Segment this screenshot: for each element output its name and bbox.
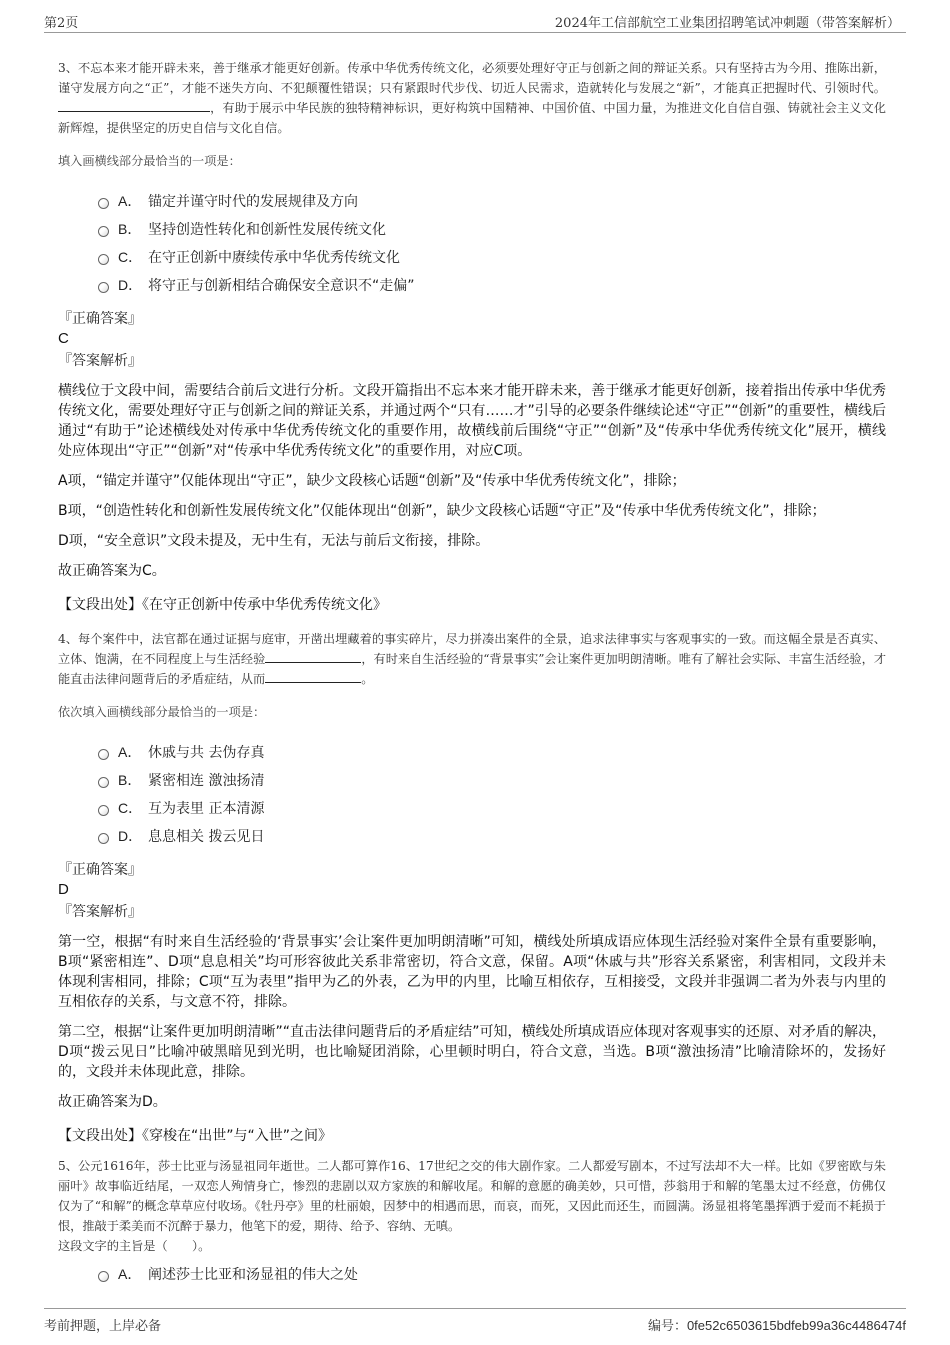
option-d[interactable]: D． 将守正与创新相结合确保安全意识不“走偏” bbox=[98, 271, 886, 299]
page-footer bbox=[44, 1308, 906, 1334]
option-c[interactable]: C． 在守正创新中赓续传承中华优秀传统文化 bbox=[98, 243, 886, 271]
option-a[interactable]: A． 锚定并谨守时代的发展规律及方向 bbox=[98, 187, 886, 215]
page-header bbox=[44, 10, 906, 33]
analysis-paragraph: 横线位于文段中间，需要结合前后文进行分析。文段开篇指出不忘本来才能开辟未来，善于继承才能更好创新，接着指出传承中华优秀传统文化，需要处理好守正与创新之间的辩证关系，并通过两个“只有……才”引导的必要条件继续论述“守正”“创新”的重要性，横线后通过“有助于”论述横线处对传承中华优秀传统文化的重要作用，故横线前后围绕“守正”“创新”及“传承中华优秀传统文化”展开，横线处应体现出“守正”“创新”对“传承中华优秀传统文化”的重要作用，对应C项。 bbox=[58, 383, 886, 459]
radio-icon[interactable] bbox=[98, 749, 109, 760]
analysis-label: 『答案解析』 bbox=[58, 904, 142, 920]
question-5-text: 5、公元1616年，莎士比亚与汤显祖同年逝世。二人都可算作16、17世纪之交的伟大剧作家。二人都爱写剧本，不过写法却不大一样。比如《罗密欧与朱丽叶》故事临近结尾，一双恋人殉情身亡，惨烈的悲剧以双方家族的和解收尾。和解的意愿的确美妙，只可惜，莎翁用于和解的笔墨太过不经意，仿佛仅仅为了“和解”的概念草草应付收场。《牡丹亭》里的杜丽娘，因梦中的相遇而思，而哀，而死，又因此而还生，而圆满。汤显祖将笔墨挥洒于爱而不耗损于恨，推敲于柔美而不沉醉于暴力，他笔下的爱，期待、给予、容纳、无嗔。 bbox=[58, 1159, 886, 1233]
option-c[interactable]: C． 互为表里 正本清源 bbox=[98, 794, 886, 822]
analysis-conclusion: 故正确答案为C。 bbox=[58, 563, 166, 579]
radio-icon[interactable] bbox=[98, 282, 109, 293]
question-5 bbox=[58, 1156, 886, 1288]
fill-blank bbox=[58, 98, 210, 112]
option-b[interactable]: B． 坚持创造性转化和创新性发展传统文化 bbox=[98, 215, 886, 243]
radio-icon[interactable] bbox=[98, 226, 109, 237]
answer-label: 『正确答案』 bbox=[58, 311, 142, 327]
question-4-prompt: 依次填入画横线部分最恰当的一项是： bbox=[58, 705, 266, 719]
question-3-text: 3、不忘本来才能开辟未来，善于继承才能更好创新。传承中华优秀传统文化，必须要处理好守正与创新之间的辩证关系。只有坚持古为今用、推陈出新，谨守发展方向之“正”，才能不迷失方向、不犯颠覆性错误；只有紧跟时代步伐、切近人民需求，造就转化与发展之“新”，才能真正把握时代、引领时代。，有助于展示中华民族的独特精神标识，更好构筑中国精神、中国价值、中国力量，为推进文化自信自强、铸就社会主义文化新辉煌，提供坚定的历史自信与文化自信。 bbox=[58, 61, 886, 135]
question-4 bbox=[58, 629, 886, 1146]
radio-icon[interactable] bbox=[98, 254, 109, 265]
document-code: 编号：0fe52c6503615bdfeb99a36c4486474f bbox=[647, 1318, 906, 1333]
answer-value: D bbox=[58, 881, 69, 898]
analysis-paragraph: B项，“创造性转化和创新性发展传统文化”仅能体现出“创新”，缺少文段核心话题“守正”及“传承中华优秀传统文化”，排除； bbox=[58, 503, 826, 519]
question-3-options bbox=[98, 187, 886, 299]
radio-icon[interactable] bbox=[98, 777, 109, 788]
document-title: 2024年工信部航空工业集团招聘笔试冲刺题（带答案解析） bbox=[554, 16, 900, 31]
analysis-paragraph: 第二空，根据“让案件更加明朗清晰”“直击法律问题背后的矛盾症结”可知，横线处所填成语应体现对客观事实的还原、对矛盾的解决，D项“拨云见日”比喻冲破黑暗见到光明，也比喻疑团消除，心里顿时明白，符合文意，当选。B项“激浊扬清”比喻清除坏的，发扬好的，文段并未体现此意，排除。 bbox=[58, 1024, 886, 1080]
question-4-text: 4、每个案件中，法官都在通过证据与庭审，开凿出埋藏着的事实碎片，尽力拼凑出案件的全景，追求法律事实与客观事实的一致。而这幅全景是否真实、立体、饱满，在不同程度上与生活经验 ，有时来自生活经验的“背景事实”会让案件更加明朗清晰。唯有了解社会实际、丰富生活经验，才能直击法律问题背后的矛盾症结，从而 。 bbox=[58, 632, 887, 686]
radio-icon[interactable] bbox=[98, 198, 109, 209]
fill-blank bbox=[265, 669, 361, 683]
question-5-prompt: 这段文字的主旨是（ ）。 bbox=[58, 1239, 211, 1253]
analysis-conclusion: 故正确答案为D。 bbox=[58, 1094, 167, 1110]
passage-source: 【文段出处】《穿梭在“出世”与“入世”之间》 bbox=[58, 1128, 333, 1144]
question-5-options bbox=[98, 1260, 886, 1288]
analysis-paragraph: A项，“锚定并谨守”仅能体现出“守正”，缺少文段核心话题“创新”及“传承中华优秀传统文化”，排除； bbox=[58, 473, 686, 489]
page-number: 第2页 bbox=[44, 16, 79, 31]
question-3-prompt: 填入画横线部分最恰当的一项是： bbox=[58, 154, 241, 168]
question-4-options bbox=[98, 738, 886, 850]
analysis-paragraph: D项，“安全意识”文段未提及，无中生有，无法与前后文衔接，排除。 bbox=[58, 533, 490, 549]
passage-source: 【文段出处】《在守正创新中传承中华优秀传统文化》 bbox=[58, 597, 387, 613]
radio-icon[interactable] bbox=[98, 833, 109, 844]
analysis-label: 『答案解析』 bbox=[58, 353, 142, 369]
answer-value: C bbox=[58, 330, 69, 347]
answer-label: 『正确答案』 bbox=[58, 862, 142, 878]
option-d[interactable]: D． 息息相关 拨云见日 bbox=[98, 822, 886, 850]
fill-blank bbox=[265, 649, 361, 663]
footer-slogan: 考前押题，上岸必备 bbox=[44, 1319, 162, 1334]
radio-icon[interactable] bbox=[98, 1271, 109, 1282]
analysis-paragraph: 第一空，根据“有时来自生活经验的‘背景事实’会让案件更加明朗清晰”可知，横线处所填成语应体现生活经验对案件全景有重要影响，B项“紧密相连”、D项“息息相关”均可形容彼此关系非常密切，符合文意，保留。A项“休戚与共”形容关系紧密，利害相同，文段并未体现利害相同，排除；C项“互为表里”指甲为乙的外表，乙为甲的内里，比喻互相依存，互相接受，文段并非强调二者为外表与内里的互相依存的关系，与文意不符，排除。 bbox=[58, 934, 886, 1010]
option-b[interactable]: B． 紧密相连 激浊扬清 bbox=[98, 766, 886, 794]
option-a[interactable]: A． 阐述莎士比亚和汤显祖的伟大之处 bbox=[98, 1260, 886, 1288]
radio-icon[interactable] bbox=[98, 805, 109, 816]
document-body bbox=[58, 58, 886, 1288]
option-a[interactable]: A． 休戚与共 去伪存真 bbox=[98, 738, 886, 766]
question-3 bbox=[58, 58, 886, 615]
